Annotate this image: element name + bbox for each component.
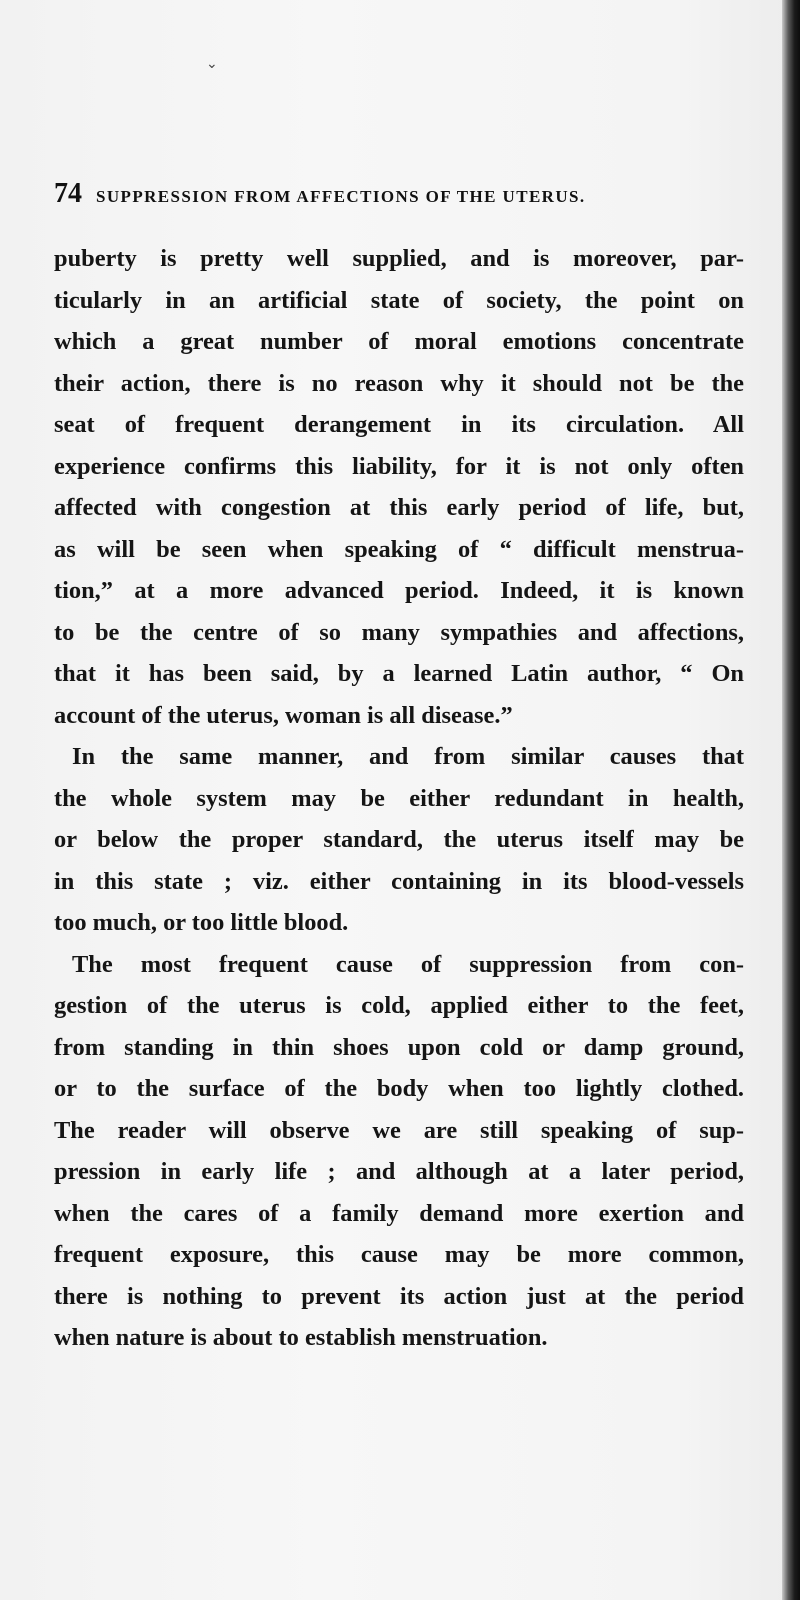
text-line: their action, there is no reason why it should not be the <box>54 369 744 397</box>
text-line: to be the centre of so many sympathies and affections, <box>54 618 744 646</box>
text-line: too much, or too little blood. <box>54 909 349 936</box>
page-binding-edge <box>782 0 800 1600</box>
paragraph-start-line: The most frequent cause of suppression from con- <box>72 950 744 978</box>
text-line: the whole system may be either redundant in health, <box>54 784 744 812</box>
text-line: tion,” at a more advanced period. Indeed, it is known <box>54 577 744 604</box>
text-line: pression in early life ; and although at a later period, <box>54 1158 744 1185</box>
page-header <box>54 178 734 210</box>
text-line: The reader will observe we are still speaking of sup- <box>54 1116 744 1144</box>
text-line: which a great number of moral emotions concentrate <box>54 328 744 355</box>
text-line: gestion of the uterus is cold, applied either to the feet, <box>54 992 744 1019</box>
text-line: or below the proper standard, the uterus itself may be <box>54 826 744 853</box>
running-head: SUPPRESSION FROM AFFECTIONS OF THE UTERUS. <box>96 187 586 206</box>
page-number: 74 <box>54 178 82 209</box>
text-line: as will be seen when speaking of “ difficult menstrua- <box>54 535 744 563</box>
text-line: or to the surface of the body when too lightly clothed. <box>54 1075 744 1102</box>
text-line: that it has been said, by a learned Latin author, “ On <box>54 660 744 687</box>
text-line: experience confirms this liability, for it is not only often <box>54 452 744 480</box>
text-line: there is nothing to prevent its action just at the period <box>54 1282 744 1310</box>
ink-mark: ⌄ <box>206 56 218 72</box>
text-line: affected with congestion at this early period of life, but, <box>54 494 744 521</box>
text-line: ticularly in an artificial state of society, the point on <box>54 286 744 314</box>
text-line: from standing in thin shoes upon cold or damp ground, <box>54 1033 744 1061</box>
text-line: in this state ; viz. either containing in its blood-vessels <box>54 867 744 895</box>
text-line: when the cares of a family demand more exertion and <box>54 1199 744 1227</box>
body-text <box>54 238 744 1359</box>
text-line: seat of frequent derangement in its circulation. All <box>54 411 744 438</box>
text-line: puberty is pretty well supplied, and is moreover, par- <box>54 245 744 272</box>
text-line: when nature is about to establish menstruation. <box>54 1324 548 1351</box>
text-line: account of the uterus, woman is all disease.” <box>54 701 513 729</box>
paragraph-start-line: In the same manner, and from similar causes that <box>72 743 744 770</box>
text-line: frequent exposure, this cause may be more common, <box>54 1241 744 1268</box>
